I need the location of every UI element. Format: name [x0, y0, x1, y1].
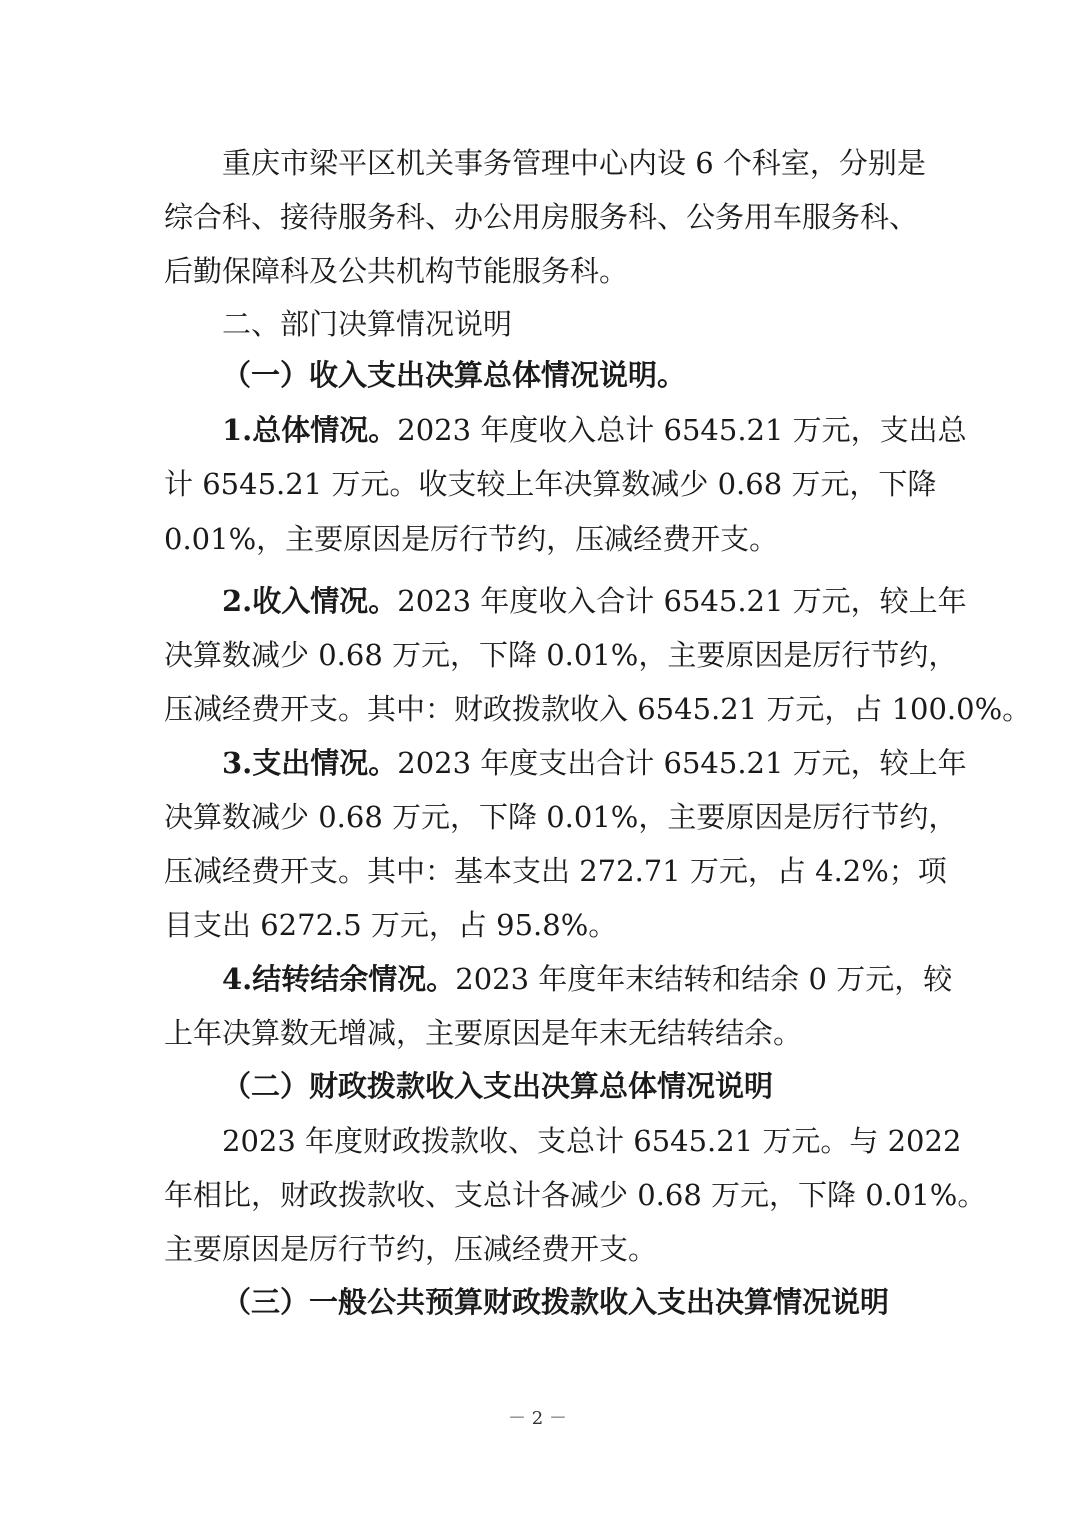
body-text-line: 压减经费开支。其中：财政拨款收入 6545.21 万元，占 100.0%。	[164, 692, 1032, 726]
paragraph-lead: 1.总体情况。	[222, 413, 398, 447]
subsection-heading: （二）财政拨款收入支出决算总体情况说明	[222, 1069, 774, 1103]
section-heading: 二、部门决算情况说明	[222, 307, 513, 341]
paragraph-line	[222, 743, 967, 783]
paragraph-lead: 3.支出情况。	[222, 746, 398, 780]
body-text-line: 目支出 6272.5 万元，占 95.8%。	[164, 908, 618, 942]
body-text-line: 计 6545.21 万元。收支较上年决算数减少 0.68 万元，下降	[164, 467, 937, 501]
paragraph-line	[222, 581, 967, 621]
subsection-heading: （一）收入支出决算总体情况说明。	[222, 358, 687, 392]
body-text-line: 主要原因是厉行节约，压减经费开支。	[164, 1232, 658, 1266]
body-text-line: 决算数减少 0.68 万元，下降 0.01%，主要原因是厉行节约，	[164, 638, 958, 672]
paragraph-text: 2023 年度支出合计 6545.21 万元，较上年	[397, 746, 967, 780]
body-text-line: 综合科、接待服务科、办公用房服务科、公务用车服务科、	[164, 200, 919, 234]
body-text-line: 压减经费开支。其中：基本支出 272.71 万元，占 4.2%；项	[164, 854, 947, 888]
body-text-line: 年相比，财政拨款收、支总计各减少 0.68 万元，下降 0.01%。	[164, 1178, 987, 1212]
page-number: － 2 －	[508, 1408, 567, 1429]
paragraph-line	[222, 410, 967, 450]
paragraph-line: 2023 年度财政拨款收、支总计 6545.21 万元。与 2022	[222, 1124, 962, 1158]
body-text-line: 上年决算数无增减，主要原因是年末无结转结余。	[164, 1016, 803, 1050]
paragraph-lead: 2.收入情况。	[222, 584, 398, 618]
body-text-line: 重庆市梁平区机关事务管理中心内设 6 个科室，分别是	[222, 146, 926, 180]
body-text-line: 0.01%，主要原因是厉行节约，压减经费开支。	[164, 522, 779, 556]
subsection-heading: （三）一般公共预算财政拨款收入支出决算情况说明	[222, 1285, 890, 1319]
body-text-line: 后勤保障科及公共机构节能服务科。	[164, 254, 629, 288]
paragraph-text: 2023 年度收入合计 6545.21 万元，较上年	[397, 584, 967, 618]
paragraph-text: 2023 年度收入总计 6545.21 万元，支出总	[397, 413, 967, 447]
paragraph-lead: 4.结转结余情况。	[222, 962, 456, 996]
paragraph-line	[222, 959, 953, 999]
paragraph-text: 2023 年度年末结转和结余 0 万元，较	[455, 962, 953, 996]
body-text-line: 决算数减少 0.68 万元，下降 0.01%，主要原因是厉行节约，	[164, 800, 958, 834]
